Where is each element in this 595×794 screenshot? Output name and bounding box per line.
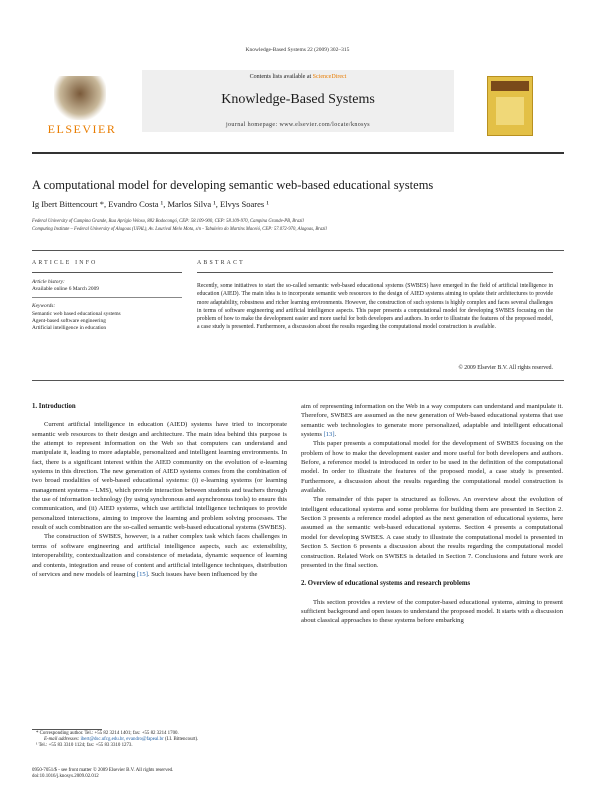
journal-title: Knowledge-Based Systems xyxy=(221,92,375,107)
elsevier-tree-icon xyxy=(54,76,106,120)
intro-paragraph-1: Current artificial intelligence in education (AIED) systems have tried to incorporate semantic web resources to their design and architecture. The main idea behind this purpose is the attempt to represent information on the Web so that computers can understand and manipulate it, leading to more adaptable, personalized and intelligent learning environments. In fact, there is a significant interest within the AIED community on the evolution of e-learning systems in this direction. The new generation of AIED systems comes from the combination of two broad modalities of web-based educational systems: (i) e-learning systems (or learning management systems – LMS), which provide interaction between students and teachers through the use of information technology (by using synchronous and asynchronous tools) to ensure this communication, and (ii) AIED systems, which use artificial intelligence techniques to provide personalized interactions, aiming to improve the learning and problem solving processes. The result of such combination are the so-called semantic web-based educational systems (SWBES). xyxy=(32,421,287,532)
affiliation-1: Federal University of Campina Grande, Rua Aprígio Veloso, 882 Bodocongó, CEP: 58.109-900, CEP: 58.109-970, Campina Grande-PB, Brazil xyxy=(32,219,304,224)
journal-homepage[interactable]: journal homepage: www.elsevier.com/locate/knosys xyxy=(225,122,371,128)
contents-line xyxy=(142,74,454,80)
history-value: Available online 6 March 2009 xyxy=(32,286,99,293)
history-label: Article history: xyxy=(32,279,65,285)
left-column xyxy=(32,402,287,579)
paragraph-text: The construction of SWBES, however, is a rather complex task which faces challenges in terms of software engineering and artificial intelligence aspects, such as: extensibility, interoperability, contextualization and consistence of metadata, dynamic sequence of learning and contents, integration and reuse of content and artificial intelligence techniques, distribution of services and new models of learning xyxy=(32,533,287,578)
footnote-corresponding: * Corresponding author. Tel.: +55 82 3214 1401; fax: +55 82 3214 1700. xyxy=(36,731,179,736)
affiliation-2: Computing Institute – Federal University of Alagoas (UFAL), Av. Lourival Melo Mota, s/n - Tabuleiro do Martins Maceió, CEP: 57.072-970, Alagoas, Brazil xyxy=(32,227,327,232)
journal-reference: Knowledge-Based Systems 22 (2009) 302–315 xyxy=(245,47,350,53)
publisher-name: ELSEVIER xyxy=(47,122,117,136)
keyword-item: Semantic web based educational systems xyxy=(32,310,121,317)
author-list: Ig Ibert Bittencourt *, Evandro Costa ¹, Marlos Silva ¹, Elvys Soares ¹ xyxy=(32,199,269,209)
intro-paragraph-2 xyxy=(32,532,287,579)
right-paragraph-2: This paper presents a computational model for the development of SWBES focusing on the problem of how to make the development easier and more useful for both developers and authors. Before, a reference model is introduced in order to be used in the definition of the computational model. In order to illustrate the features of the proposed model, a case study is presented. Furthermore, a discussion about the results regarding the computational model construction is available. xyxy=(301,440,563,495)
paragraph-text: . Such issues have been influenced by the xyxy=(147,570,258,578)
email-label: E-mail addresses: xyxy=(44,737,81,743)
citation-link[interactable]: [13] xyxy=(323,431,335,439)
imprint-doi[interactable]: doi:10.1016/j.knosys.2009.02.012 xyxy=(32,774,99,780)
header-rule xyxy=(32,152,564,154)
section-1-title: 1. Introduction xyxy=(32,403,76,410)
sciencedirect-link[interactable]: ScienceDirect xyxy=(312,74,347,80)
article-info-rule xyxy=(32,272,182,273)
abstract-bottom-rule xyxy=(32,380,564,381)
citation-link[interactable]: [15] xyxy=(136,570,148,578)
masthead-banner xyxy=(142,70,454,132)
right-paragraph-3: The remainder of this paper is structured as follows. An overview about the evolution of intelligent educational systems and some problems for building them are presented in Section 2. Section 3 presents a reference model adopted as the next generation of educational systems, here assumed as the semantic web-based educational systems. Section 4 presents a computational model for developing SWBES. A case study to illustrate the computational model is presented in Section 5. Section 6 presents a discussion about the results regarding the computational model construction. Related Work on SWBES is detailed in Section 7. Conclusions and future work are presented in the final section. xyxy=(301,496,563,569)
keyword-item: Agent-based software engineering xyxy=(32,317,106,324)
footnotes xyxy=(32,731,287,750)
paragraph-text: aim of representing information on the Web in a way computers can understand and manipulate it. Therefore, SWBES are assumed as the new generation of Web-based educational systems that use semantic web technologies to generate more personalized, adaptable and intelligent educational systems xyxy=(301,403,563,439)
article-history xyxy=(32,279,182,332)
article-info-heading: ARTICLE INFO xyxy=(32,260,98,266)
footnote-rule xyxy=(32,729,102,730)
imprint xyxy=(32,768,332,780)
elsevier-logo xyxy=(32,72,132,140)
imprint-issn: 0950-7051/$ - see front matter © 2009 Elsevier B.V. All rights reserved. xyxy=(32,768,174,773)
journal-cover-image xyxy=(487,76,533,136)
right-column xyxy=(301,402,563,626)
keyword-item: Artificial intelligence in education xyxy=(32,325,107,332)
cover-title-band xyxy=(491,81,529,91)
footnote-phone: ¹ Tel.: +55 83 3310 1124; fax: +55 83 3310 1273. xyxy=(36,743,133,749)
history-divider xyxy=(32,297,182,299)
abstract-copyright: © 2009 Elsevier B.V. All rights reserved. xyxy=(458,365,553,371)
paper-title: A computational model for developing semantic web-based educational systems xyxy=(32,178,434,192)
abstract-text: Recently, some initiatives to start the so-called semantic web-based educational systems (SWBES) have emerged in the field of artificial intelligence in education (AIED). The main idea is to incorporate semantic web resources to the design of AIED systems aiming to update their architectures to provide more adaptability, robustness and richer learning environments. However, the construction of such systems is highly complex and faces several challenges in terms of software engineering and artificial intelligence aspects. This paper presents a computational model for developing SWBES focusing on the problem of how to make the development easier and more useful for both developers and authors. In order to illustrate the features of the proposed model, a case study is presented. Furthermore, a discussion about the results regarding the computational model construction is available. xyxy=(197,283,553,331)
info-top-rule xyxy=(32,250,564,251)
keywords-label: Keywords: xyxy=(32,303,56,310)
right-paragraph-4: This section provides a review of the computer-based educational systems, aiming to present sufficient background and open issues to understand the proposed model. It starts with a discussion about classical approaches to these systems before embarking xyxy=(301,598,563,625)
abstract-rule xyxy=(197,272,553,273)
email-links[interactable]: ibert@dsc.ufcg.edu.br, evandro@fapeal.br xyxy=(80,737,164,743)
section-2-title: 2. Overview of educational systems and research problems xyxy=(301,580,471,588)
email-owner: (I.I. Bittencourt). xyxy=(163,737,199,743)
paragraph-text: . xyxy=(334,431,337,439)
abstract-heading: ABSTRACT xyxy=(197,260,245,266)
cover-illustration xyxy=(496,97,524,125)
journal-masthead xyxy=(32,70,564,144)
right-paragraph-1 xyxy=(301,402,563,439)
contents-prefix: Contents lists available at xyxy=(249,74,313,80)
